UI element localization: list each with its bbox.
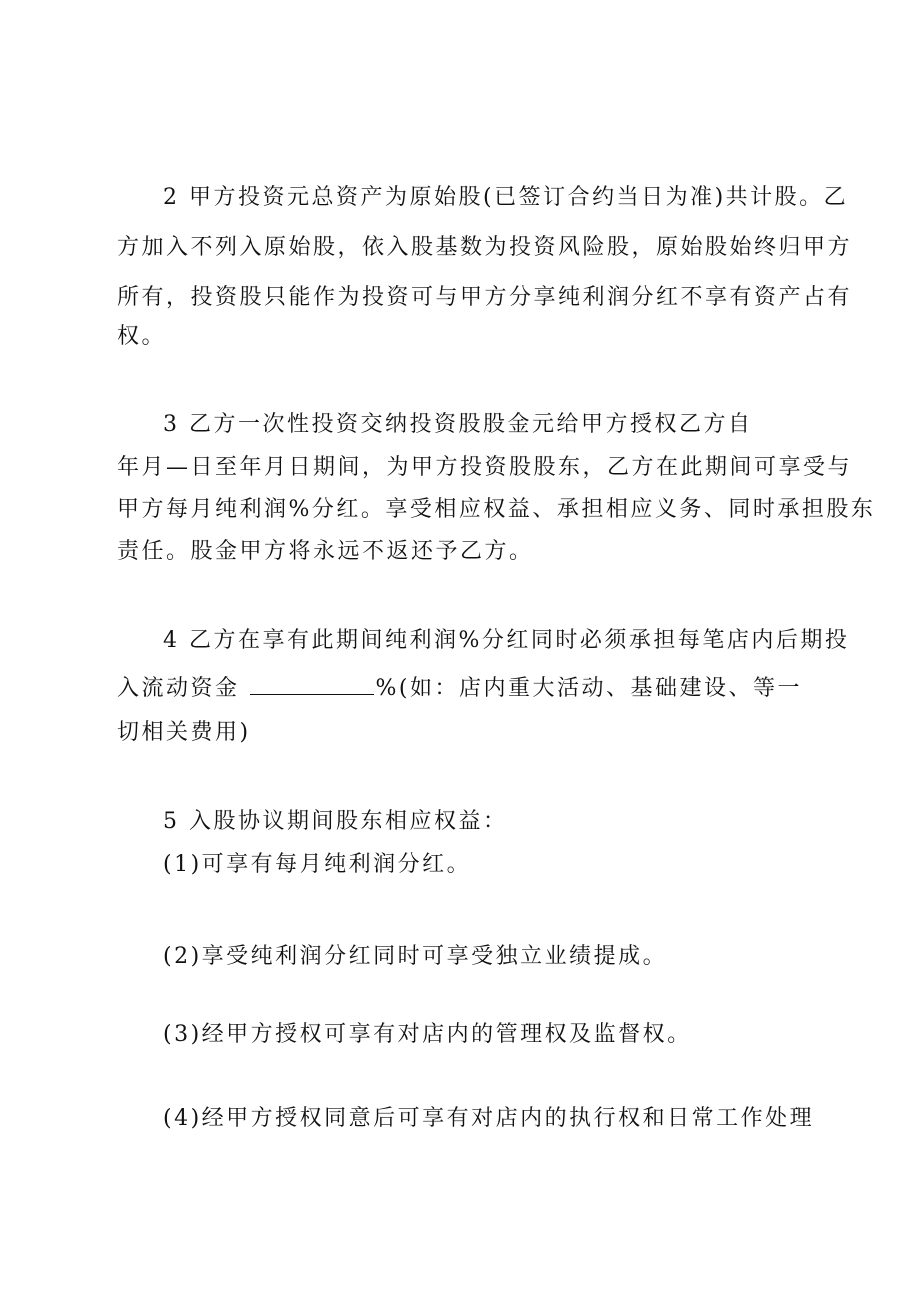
clause-4-line-2-suffix: %(如：店内重大活动、基础建设、等一 — [375, 676, 803, 701]
clause-3-line-3: 甲方每月纯利润%分红。享受相应权益、承担相应义务、同时承担股东 — [117, 497, 876, 522]
clause-5-item-4: (4)经甲方授权同意后可享有对店内的执行权和日常工作处理 — [163, 1106, 815, 1131]
clause-2-line-1: 2 甲方投资元总资产为原始股(已签订合约当日为准)共计股。乙 — [163, 185, 849, 210]
clause-3-line-4: 责任。股金甲方将永远不返还予乙方。 — [117, 539, 534, 564]
clause-2-line-4: 权。 — [117, 324, 167, 349]
clause-5-item-3: (3)经甲方授权可享有对店内的管理权及监督权。 — [163, 1022, 692, 1047]
clause-3-line-2: 年月—日至年月日期间，为甲方投资股股东，乙方在此期间可享受与 — [117, 455, 853, 480]
fill-in-blank — [250, 676, 374, 695]
clause-4-line-1: 4 乙方在享有此期间纯利润%分红同时必须承担每笔店内后期投 — [163, 628, 850, 653]
clause-5-item-2: (2)享受纯利润分红同时可享受独立业绩提成。 — [163, 944, 668, 969]
clause-2-line-2: 方加入不列入原始股，依入股基数为投资风险股，原始股始终归甲方 — [117, 235, 853, 260]
clause-5-heading: 5 入股协议期间股东相应权益： — [163, 809, 508, 834]
clause-4-line-3: 切相关费用) — [117, 720, 251, 745]
clause-3-line-1: 3 乙方一次性投资交纳投资股股金元给甲方授权乙方自 — [163, 412, 753, 437]
clause-4-line-2 — [117, 674, 802, 704]
clause-4-line-2-prefix: 入流动资金 — [117, 676, 240, 701]
clause-2-line-3: 所有，投资股只能作为投资可与甲方分享纯利润分红不享有资产占有 — [117, 285, 853, 310]
clause-5-item-1: (1)可享有每月纯利润分红。 — [163, 852, 472, 877]
